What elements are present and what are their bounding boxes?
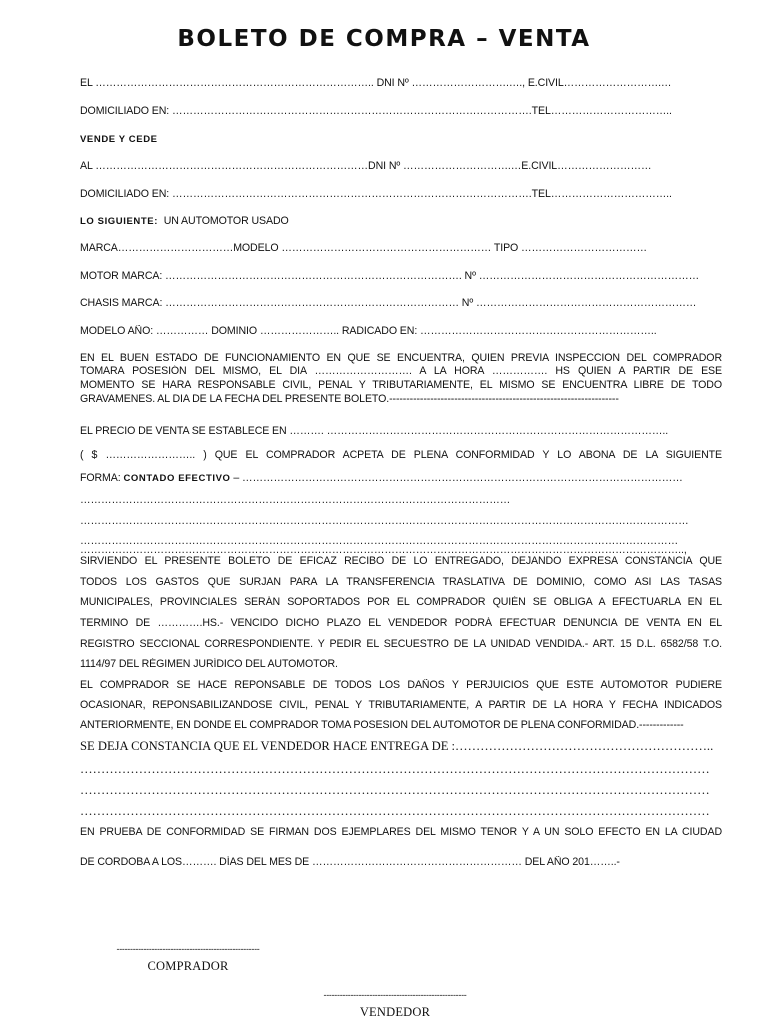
receipt-paragraph-line: 1114/97 DEL RÉGIMEN JURÍDICO DEL AUTOMOTOR. xyxy=(80,658,338,670)
blank-line: ………………………………………………………………………………………………………………………………………………………… xyxy=(80,515,689,527)
date-line: DE CORDOBA A LOS………. DÍAS DEL MES DE …………………………………………………… DEL AÑO 201……..- xyxy=(80,856,620,868)
payment-form-blank: – ……………………………………………………………………………………………………………… xyxy=(233,472,683,484)
price-line: EL PRECIO DE VENTA SE ESTABLECE EN ………. …………………………………………………………………………………….. xyxy=(80,425,669,437)
conformity-line: EN PRUEBA DE CONFORMIDAD SE FIRMAN DOS EJEMPLARES DEL MISMO TENOR Y A UN SOLO EFECTO EN LA CIUDAD xyxy=(80,826,722,838)
blank-line: …………………………………………………………………………………………………………… xyxy=(80,494,511,506)
seller-address-line: DOMICILIADO EN: ………………………………………………………………………………………….TEL…………………………….. xyxy=(80,105,672,117)
condition-paragraph-line: MOMENTO SE HARA RESPONSABLE CIVIL, PENAL Y TRIBUTARIAMENTE, EL MISMO SE ENCUENTRA LIBRE DE TODO xyxy=(80,379,722,391)
condition-paragraph-line: GRAVAMENES. AL DIA DE LA FECHA DEL PRESENTE BOLETO.------------------------------------------------------------------- xyxy=(80,393,619,405)
receipt-paragraph-line: TERMINO DE ………….HS.- VENCIDO DICHO PLAZO EL VENDEDOR PODRÁ EFECTUAR DENUNCIA DE VENTA EN EL xyxy=(80,617,722,629)
liability-paragraph-line: OCASIONAR, REPONSABILIZANDOSE CIVIL, PENAL Y TRIBUTARIAMENTE, A PARTIR DE LA HORA Y FECHA INDICADOS xyxy=(80,699,722,711)
document-title: BOLETO DE COMPRA – VENTA xyxy=(177,26,591,52)
forma-label: FORMA: xyxy=(80,472,121,484)
vendedor-label: VENDEDOR xyxy=(359,1005,431,1019)
lo-siguiente-label: LO SIGUIENTE: xyxy=(80,216,158,227)
liability-paragraph-line: EL COMPRADOR SE HACE REPONSABLE DE TODOS LOS DAÑOS Y PERJUICIOS QUE ESTE AUTOMOTOR PUDIERE xyxy=(80,679,722,691)
vende-y-cede-heading: VENDE Y CEDE xyxy=(80,134,158,145)
price-amount-line: ( $ …………………….. ) QUE EL COMPRADOR ACPETA DE PLENA CONFORMIDAD Y LO ABONA DE LA SIGUIENTE xyxy=(80,449,722,461)
receipt-paragraph-line: TODOS LOS GASTOS QUE SURJAN PARA LA TRANSFERENCIA TRASLATIVA DE DOMINIO, COMO ASI LAS TASAS xyxy=(80,576,722,588)
seller-name-line: EL …………………………………………………………………….. DNI Nº ……………………….…., E.CIVIL……………………….… xyxy=(80,77,672,89)
signature-rule: ----------------------------------------------------- xyxy=(116,944,260,954)
blank-line: ……………………………………………………………………………………………………………………………………………………… xyxy=(80,535,679,547)
receipt-paragraph-line: MUNICIPALES, PROVINCIALES SERÁN SOPORTADOS POR EL COMPRADOR QUIÉN SE OBLIGA A EFECTUARLA EN EL xyxy=(80,596,722,608)
liability-paragraph-line: ANTERIORMENTE, EN DONDE EL COMPRADOR TOMA POSESION DEL AUTOMOTOR DE PLENA CONFORMIDAD.------------- xyxy=(80,719,684,731)
comprador-label: COMPRADOR xyxy=(147,959,229,973)
blank-line: ……………………………………………………………………………………………………………………………………………………….., xyxy=(80,545,687,555)
blank-line: …………………………………………………………………………………………………………………………………… xyxy=(80,805,710,818)
blank-line: …………………………………………………………………………………………………………………………………… xyxy=(80,763,710,776)
signature-rule: ----------------------------------------------------- xyxy=(323,990,467,1000)
buyer-address-line: DOMICILIADO EN: ………………………………………………………………………………………….TEL…………………………….. xyxy=(80,188,672,200)
payment-form-line xyxy=(80,472,722,485)
buyer-name-line: AL ……………………………………………………………………DNI Nº ………………………….…E.CIVIL……………………… xyxy=(80,160,652,172)
chassis-line: CHASIS MARCA: ………………………………………………………………………… Nº ……………………………………………………… xyxy=(80,297,697,309)
delivery-line: SE DEJA CONSTANCIA QUE EL VENDEDOR HACE ENTREGA DE :…………………………………………………….. xyxy=(80,740,714,753)
buyer-signature-block xyxy=(88,944,288,974)
blank-line: …………………………………………………………………………………………………………………………………… xyxy=(80,784,710,797)
receipt-paragraph-line: REGISTRO SECCIONAL CORRESPONDIENTE. Y PEDIR EL SECUESTRO DE LA UNIDAD VENDIDA.- ART. 15 D.L. 6582/58 T.O. xyxy=(80,638,722,650)
vehicle-brand-line: MARCA……………………………MODELO …………………………………………………… TIPO ……………………………… xyxy=(80,242,647,254)
seller-signature-block xyxy=(290,990,500,1020)
object-text: UN AUTOMOTOR USADO xyxy=(163,215,289,227)
contado-efectivo-label: CONTADO EFECTIVO xyxy=(123,473,231,484)
model-year-line: MODELO AÑO: …………… DOMINIO ………………….. RADICADO EN: ………………………………………………………….. xyxy=(80,325,657,337)
condition-paragraph-line: EN EL BUEN ESTADO DE FUNCIONAMIENTO EN QUE SE ENCUENTRA, QUIEN PREVIA INSPECCION DEL COMPRADOR xyxy=(80,352,722,364)
receipt-paragraph-line: SIRVIENDO EL PRESENTE BOLETO DE EFICAZ RECIBO DE LO ENTREGADO, DEJANDO EXPRESA CONSTANCIA QUE xyxy=(80,555,722,567)
object-line xyxy=(80,215,722,228)
engine-line: MOTOR MARCA: …………………………………………………………………………. Nº ……………………………………………………… xyxy=(80,270,700,282)
condition-paragraph-line: TOMARA POSESIÓN DEL MISMO, EL DIA ………………………. A LA HORA ……………. HS QUIEN A PARTIR DE ESE xyxy=(80,365,722,377)
